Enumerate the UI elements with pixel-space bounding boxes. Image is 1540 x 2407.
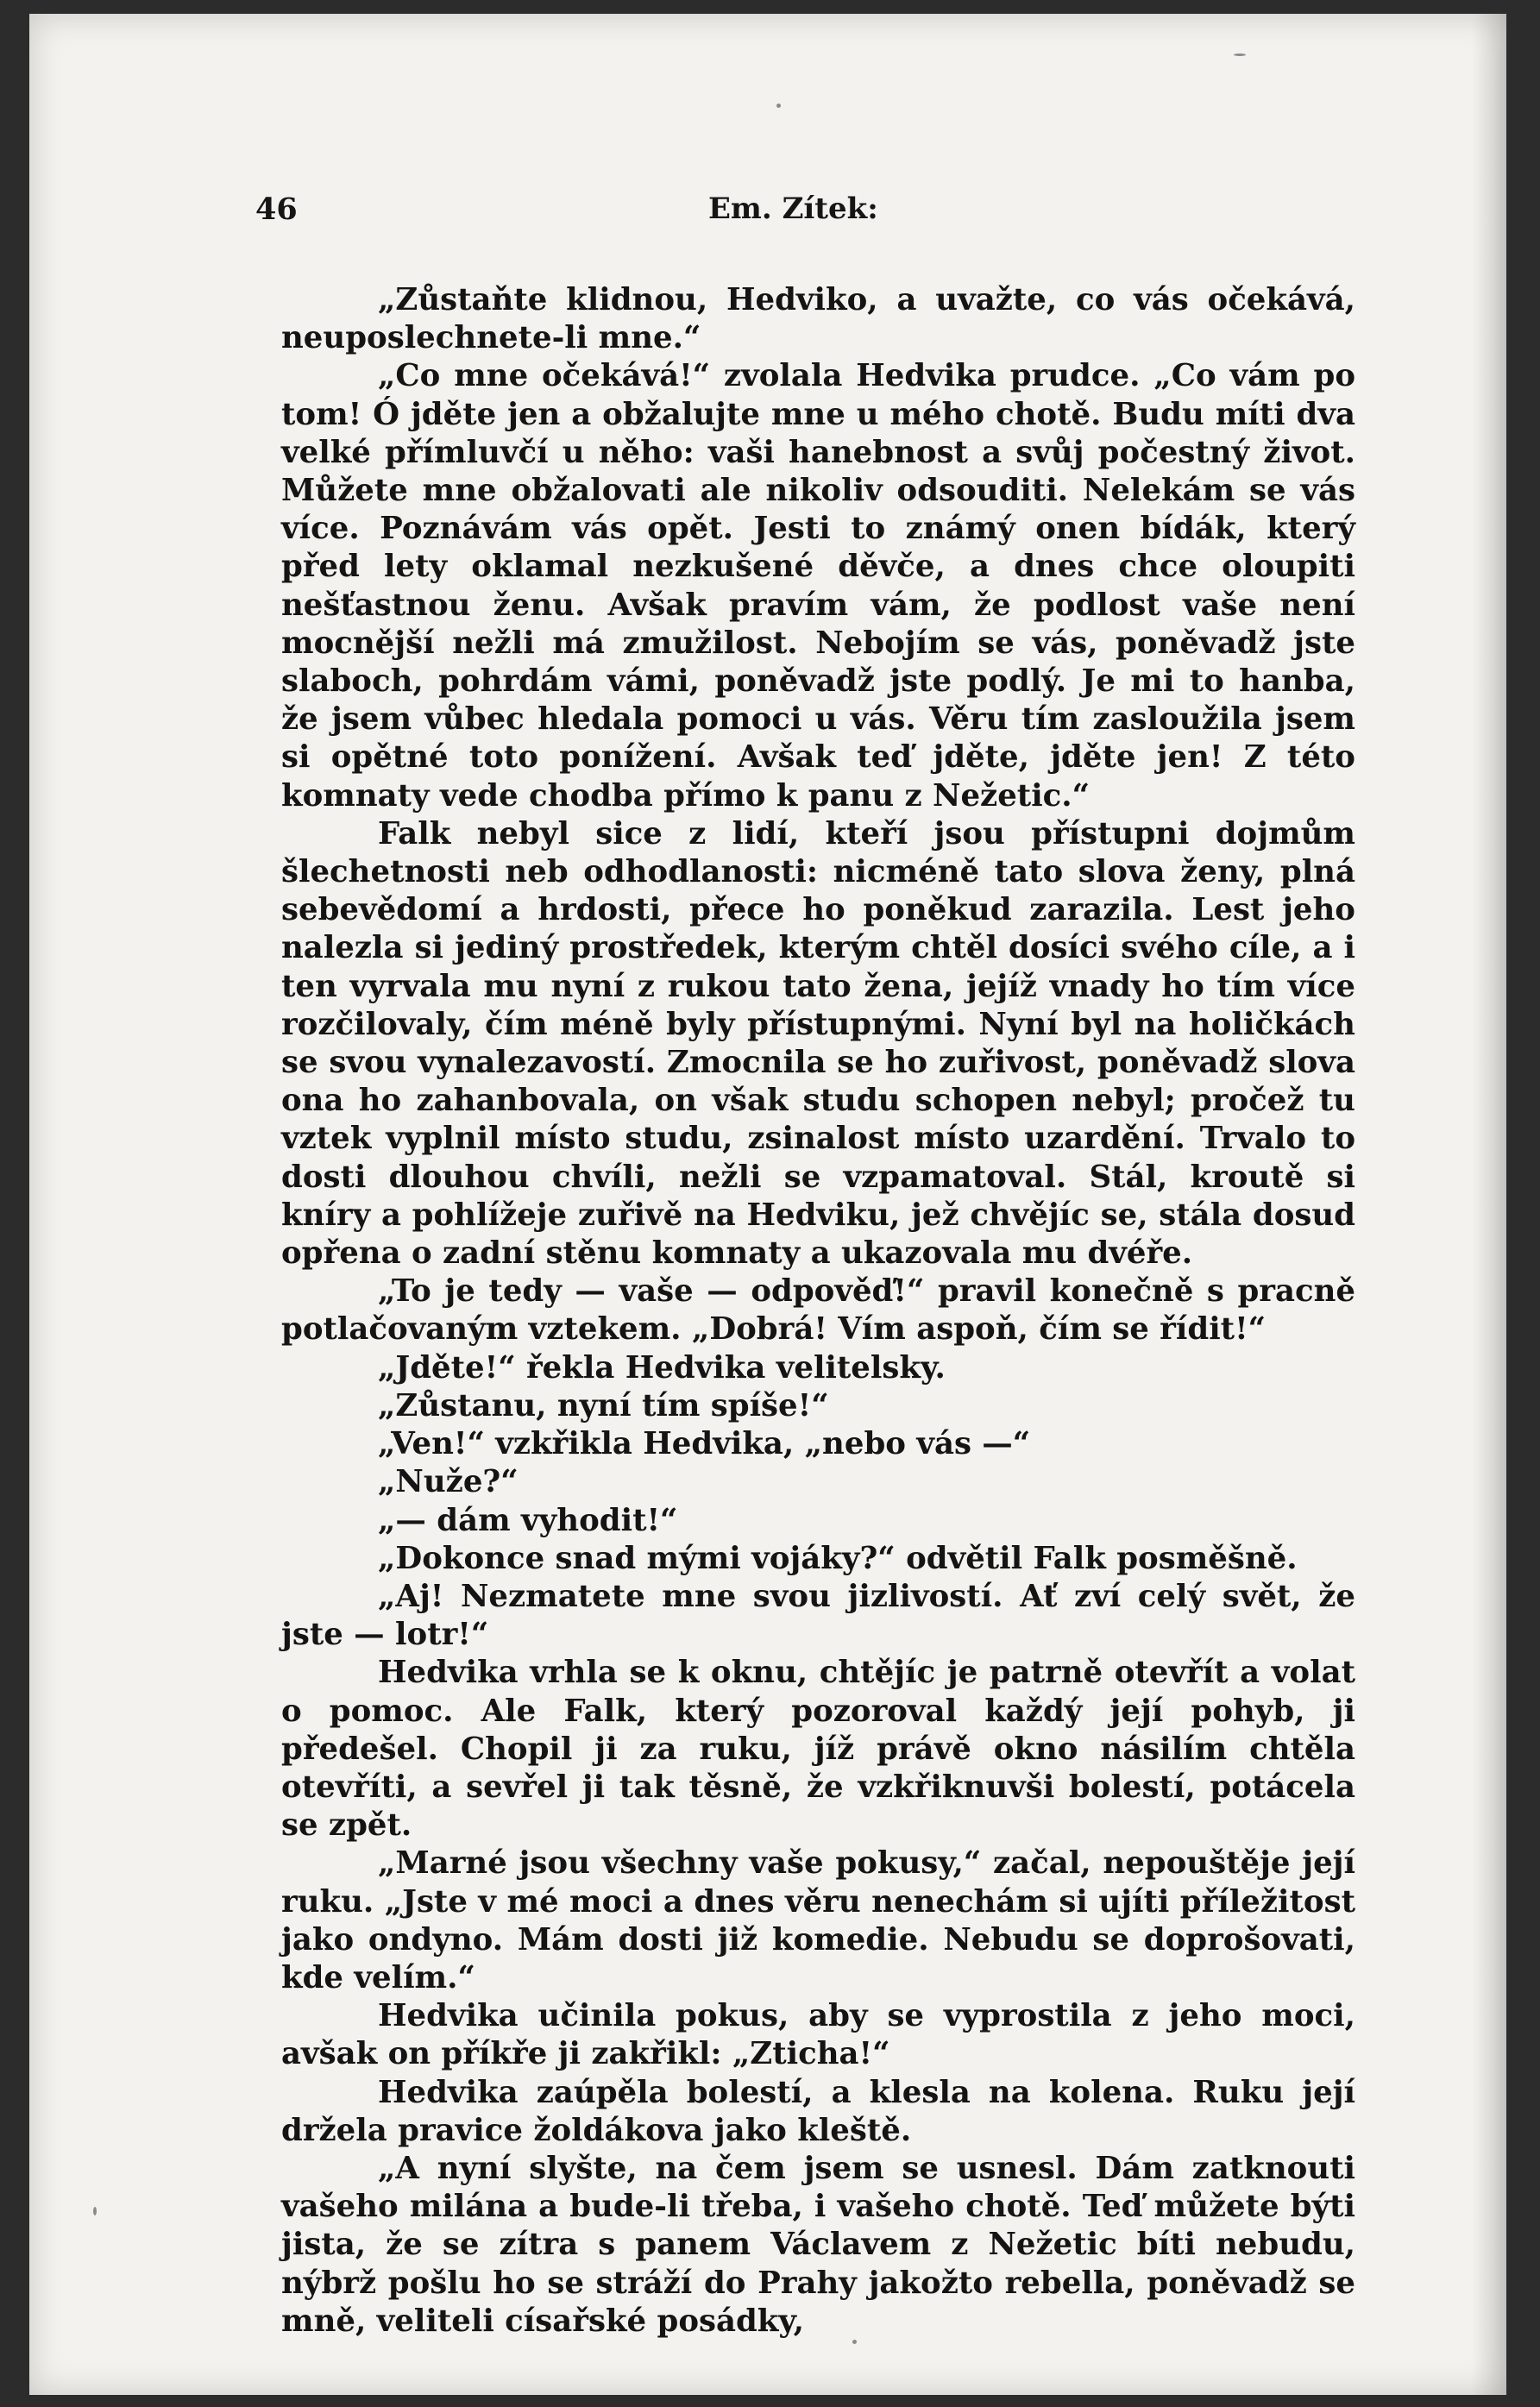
- paragraph: „Dokonce snad mými vojáky?“ odvětil Falk posměšně.: [378, 1540, 1298, 1576]
- paragraph: „Marné jsou všechny vaše pokusy,“ začal, nepouštěje její ruku. „Jste v mé moci a dnes věru nenechám si ujíti příležitost jako ondyno. Mám dosti již komedie. Nebudu se doprošovati, kde velím.“: [281, 1845, 1355, 1995]
- paragraph: „Zůstanu, nyní tím spíše!“: [378, 1387, 829, 1423]
- page-number: 46: [255, 192, 298, 227]
- paragraph: „— dám vyhodit!“: [378, 1502, 678, 1538]
- paragraph: „Ven!“ vzkřikla Hedvika, „nebo vás —“: [378, 1426, 1031, 1462]
- paper-speck: [776, 104, 781, 108]
- book-page: [29, 14, 1506, 2395]
- page-edge-shadow: [1472, 14, 1506, 2395]
- paragraph: Hedvika učinila pokus, aby se vyprostila z jeho moci, avšak on příkře ji zakřikl: „Zticha!“: [281, 1998, 1355, 2072]
- paragraph: „Jděte!“ řekla Hedvika velitelsky.: [378, 1349, 946, 1386]
- paragraph: Falk nebyl sice z lidí, kteří jsou přístupni dojmům šlechetnosti neb odhodlanosti: nicméně tato slova ženy, plná sebevědomí a hrdosti, přece ho poněkud zarazila. Lest jeho nalezla si jediný prostředek, kterým chtěl dosíci svého cíle, a i ten vyrvala mu nyní z rukou tato žena, jejíž vnady ho tím více rozčilovaly, čím méně byly přístupnými. Nyní byl na holičkách se svou vynalezavostí. Zmocnila se ho zuřivost, poněvadž slova ona ho zahanbovala, on však studu schopen nebyl; pročež tu vztek vyplnil místo studu, zsinalost místo uzardění. Trvalo to dosti dlouhou chvíli, nežli se vzpamatoval. Stál, kroutě si kníry a pohlížeje zuřivě na Hedviku, jež chvějíc se, stála dosud opřena o zadní stěnu komnaty a ukazovala mu dvéře.: [281, 815, 1355, 1272]
- paper-speck: [852, 2340, 857, 2344]
- paper-speck: [1234, 53, 1246, 56]
- paragraph: „Aj! Nezmatete mne svou jizlivostí. Ať zví celý svět, že jste — lotr!“: [281, 1578, 1355, 1653]
- body-text: [281, 281, 1355, 2341]
- paragraph: „Nuže?“: [378, 1464, 519, 1500]
- paper-speck: [93, 2207, 97, 2215]
- paragraph: Hedvika zaúpěla bolestí, a klesla na kolena. Ruku její držela pravice žoldákova jako kleště.: [281, 2074, 1355, 2148]
- paragraph: „To je tedy — vaše — odpověď!“ pravil konečně s pracně potlačovaným vztekem. „Dobrá! Vím aspoň, čím se řídit!“: [281, 1273, 1355, 1348]
- paragraph: Hedvika vrhla se k oknu, chtějíc je patrně otevřít a volat o pomoc. Ale Falk, který pozoroval každý její pohyb, ji předešel. Chopil ji za ruku, jíž právě okno násilím chtěla otevříti, a sevřel ji tak těsně, že vzkřiknuvši bolestí, potácela se zpět.: [281, 1655, 1355, 1844]
- page-header: [255, 183, 904, 235]
- paragraph: „A nyní slyšte, na čem jsem se usnesl. Dám zatknouti vašeho milána a bude-li třeba, i vašeho chotě. Teď můžete býti jista, že se zítra s panem Václavem z Nežetic bíti nebudu, nýbrž pošlu ho se stráží do Prahy jakožto rebella, poněvadž se mně, veliteli císařské posádky,: [281, 2150, 1355, 2339]
- running-head: Em. Zítek:: [708, 192, 878, 226]
- paragraph: „Co mne očekává!“ zvolala Hedvika prudce. „Co vám po tom! Ó jděte jen a obžalujte mne u mého chotě. Budu míti dva velké přímluvčí u něho: vaši hanebnost a svůj počestný život. Můžete mne obžalovati ale nikoliv odsouditi. Nelekám se vás více. Poznávám vás opět. Jesti to známý onen bídák, který před lety oklamal nezkušené děvče, a dnes chce oloupiti nešťastnou ženu. Avšak pravím vám, že podlost vaše není mocnější nežli má zmužilost. Nebojím se vás, poněvadž jste slaboch, pohrdám vámi, poněvadž jste podlý. Je mi to hanba, že jsem vůbec hledala pomoci u vás. Věru tím zasloužila jsem si opětné toto ponížení. Avšak teď jděte, jděte jen! Z této komnaty vede chodba přímo k panu z Nežetic.“: [281, 358, 1355, 814]
- paragraph: „Zůstaňte klidnou, Hedviko, a uvažte, co vás očekává, neuposlechnete-li mne.“: [281, 282, 1355, 356]
